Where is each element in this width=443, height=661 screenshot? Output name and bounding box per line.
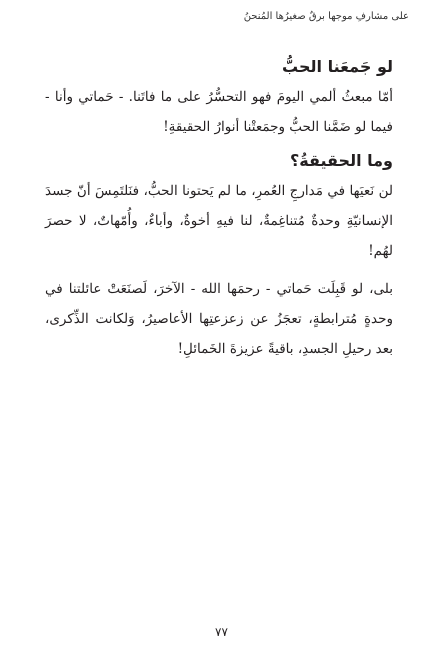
paragraph: لن نَعيَها في مَدارجِ العُمرِ، ما لم يَحتونا الحبُّ، فنَلتَمِسَ أنّ جسدَ الإنسانيّةِ وحدةٌ مُتناغِمةٌ، لنا فيهِ أخوةٌ، وأباءٌ، وأُمّهاتٌ، لا حصرَ لهُم!	[45, 183, 393, 259]
page-number: ٧٧	[215, 625, 228, 639]
section-truth	[45, 146, 393, 364]
section-love	[45, 52, 393, 142]
page-content	[45, 52, 393, 364]
paragraph: بلى، لو قَبِلَت حَماتي - رحمَها الله - الآخرَ، لَصنَعَتْ عائلتنا في وحدةٍ مُترابطةٍ، تعجَزُ عن زعزعتِها الأعاصيرُ، وَلكانت الذِّكرى، بعد رحيلِ الجسدِ، باقيةً عزيزةَ الخَمائلِ!	[45, 281, 393, 357]
paragraph: أمّا مبعثُ ألمي اليومَ فهو التحسُّرُ على ما فاتَنا. - حَماتي وأنا - فيما لو ضَمَّنا الحبُّ وجمَعتْنا أنوارُ الحقيقةِ!	[45, 89, 393, 135]
section-heading: لو جَمعَنا الحبُّ	[282, 57, 393, 76]
running-header: على مشارفِ موجها برقٌ صغيرُها المُنحنُ	[243, 11, 409, 22]
section-heading: وما الحقيقةُ؟	[290, 151, 393, 170]
